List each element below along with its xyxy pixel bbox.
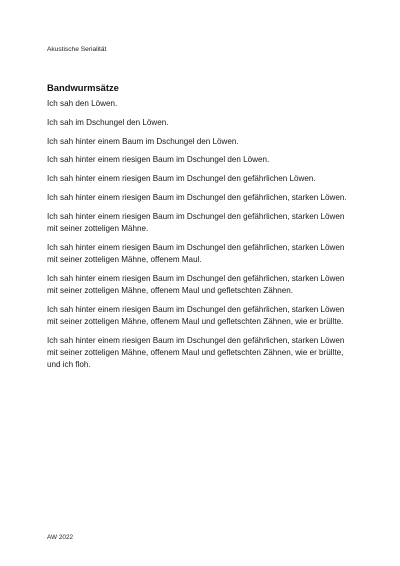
sentence-5: Ich sah hinter einem riesigen Baum im Dschungel den gefährlichen Löwen. — [47, 174, 316, 184]
page-footer: AW 2022 — [47, 534, 74, 541]
sentence-11: Ich sah hinter einem riesigen Baum im Dschungel den gefährlichen, starken Löwen mit seiner zotteligen Mähne, offenem Maul und gefletschten Zähnen, wie er brüllte, und ich floh. — [47, 335, 345, 370]
sentence-8: Ich sah hinter einem riesigen Baum im Dschungel den gefährlichen, starken Löwen mit seiner zotteligen Mähne, offenem Maul. — [47, 242, 345, 264]
sentence-10: Ich sah hinter einem riesigen Baum im Dschungel den gefährlichen, starken Löwen mit seiner zotteligen Mähne, offenem Maul und gefletschten Zähnen, wie er brüllte. — [47, 304, 345, 326]
sentence-list — [47, 98, 347, 378]
sentence-7: Ich sah hinter einem riesigen Baum im Dschungel den gefährlichen, starken Löwen mit seiner zotteligen Mähne. — [47, 211, 345, 233]
sentence-4: Ich sah hinter einem riesigen Baum im Dschungel den Löwen. — [47, 155, 270, 165]
document-title: Bandwurmsätze — [47, 82, 119, 93]
sentence-1: Ich sah den Löwen. — [47, 99, 118, 108]
sentence-6: Ich sah hinter einem riesigen Baum im Dschungel den gefährlichen, starken Löwen. — [47, 192, 347, 202]
sentence-9: Ich sah hinter einem riesigen Baum im Dschungel den gefährlichen, starken Löwen mit seiner zotteligen Mähne, offenem Maul und gefletschten Zähnen. — [47, 273, 345, 295]
sentence-3: Ich sah hinter einem Baum im Dschungel den Löwen. — [47, 136, 239, 146]
sentence-2: Ich sah im Dschungel den Löwen. — [47, 117, 169, 127]
page-header: Akustische Serialität — [47, 46, 107, 53]
